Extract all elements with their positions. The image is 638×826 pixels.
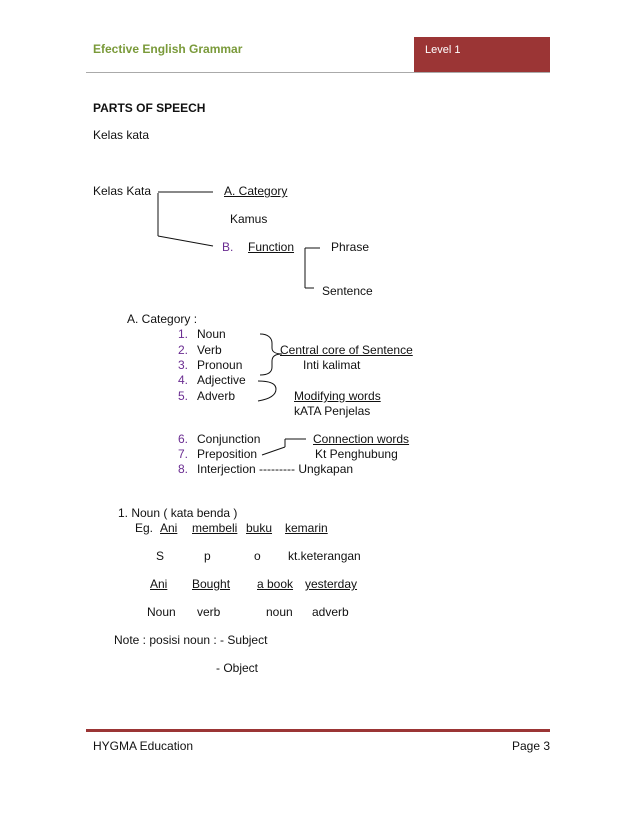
item-num: 6. [178, 432, 189, 446]
example-word: yesterday [305, 577, 358, 591]
item-label: Interjection --------- Ungkapan [197, 462, 354, 476]
connection-label: Connection words [313, 432, 410, 446]
page-title: PARTS OF SPEECH [93, 101, 206, 115]
example-tag: Noun [147, 605, 176, 619]
penjelas-label: kATA Penjelas [294, 404, 371, 418]
example-word: Bought [192, 577, 231, 591]
eg-label: Eg. [135, 521, 154, 535]
penghubung-label: Kt Penghubung [315, 447, 398, 461]
note-subject: Note : posisi noun : - Subject [114, 633, 268, 647]
item-num: 4. [178, 373, 189, 387]
example-word: Ani [150, 577, 168, 591]
example-tag: noun [266, 605, 293, 619]
item-label: Adjective [197, 373, 246, 387]
item-label: Noun [197, 327, 226, 341]
example-tag: o [254, 549, 261, 563]
category-title: A. Category : [127, 312, 198, 326]
item-label: Preposition [197, 447, 258, 461]
sentence-node: Sentence [322, 284, 373, 298]
example-word: membeli [192, 521, 238, 535]
item-label: Verb [197, 343, 222, 357]
page-number: Page 3 [512, 739, 551, 753]
modifying-label: Modifying words [294, 389, 381, 403]
example-tag: kt.keterangan [288, 549, 361, 563]
phrase-node: Phrase [331, 240, 370, 254]
header-title: Efective English Grammar [93, 42, 243, 56]
category-node [224, 184, 287, 198]
item-num: 2. [178, 343, 189, 357]
example-word: Ani [160, 521, 178, 535]
footer-rule [86, 729, 550, 732]
function-node-num: B. [222, 240, 234, 254]
noun-title: 1. Noun ( kata benda ) [118, 506, 238, 520]
item-num: 8. [178, 462, 189, 476]
example-word: buku [246, 521, 273, 535]
example-word: a book [257, 577, 294, 591]
item-label: Conjunction [197, 432, 261, 446]
example-tag: adverb [312, 605, 349, 619]
example-tag: S [156, 549, 165, 563]
item-label: Adverb [197, 389, 236, 403]
central-core-label: Central core of Sentence [280, 343, 413, 357]
kamus-node: Kamus [230, 212, 268, 226]
example-tag: verb [197, 605, 221, 619]
item-num: 5. [178, 389, 189, 403]
footer-left: HYGMA Education [93, 739, 194, 753]
item-num: 7. [178, 447, 189, 461]
subheading: Kelas kata [93, 128, 150, 142]
item-num: 1. [178, 327, 189, 341]
inti-kalimat-label: Inti kalimat [303, 358, 361, 372]
function-node: Function [248, 240, 295, 254]
item-label: Pronoun [197, 358, 243, 372]
note-object: - Object [216, 661, 259, 675]
example-word: kemarin [285, 521, 328, 535]
category-node-label: A. Category [224, 184, 288, 198]
level-label: Level 1 [425, 44, 461, 56]
item-num: 3. [178, 358, 189, 372]
diagram-root: Kelas Kata [93, 184, 152, 198]
example-tag: p [204, 549, 211, 563]
